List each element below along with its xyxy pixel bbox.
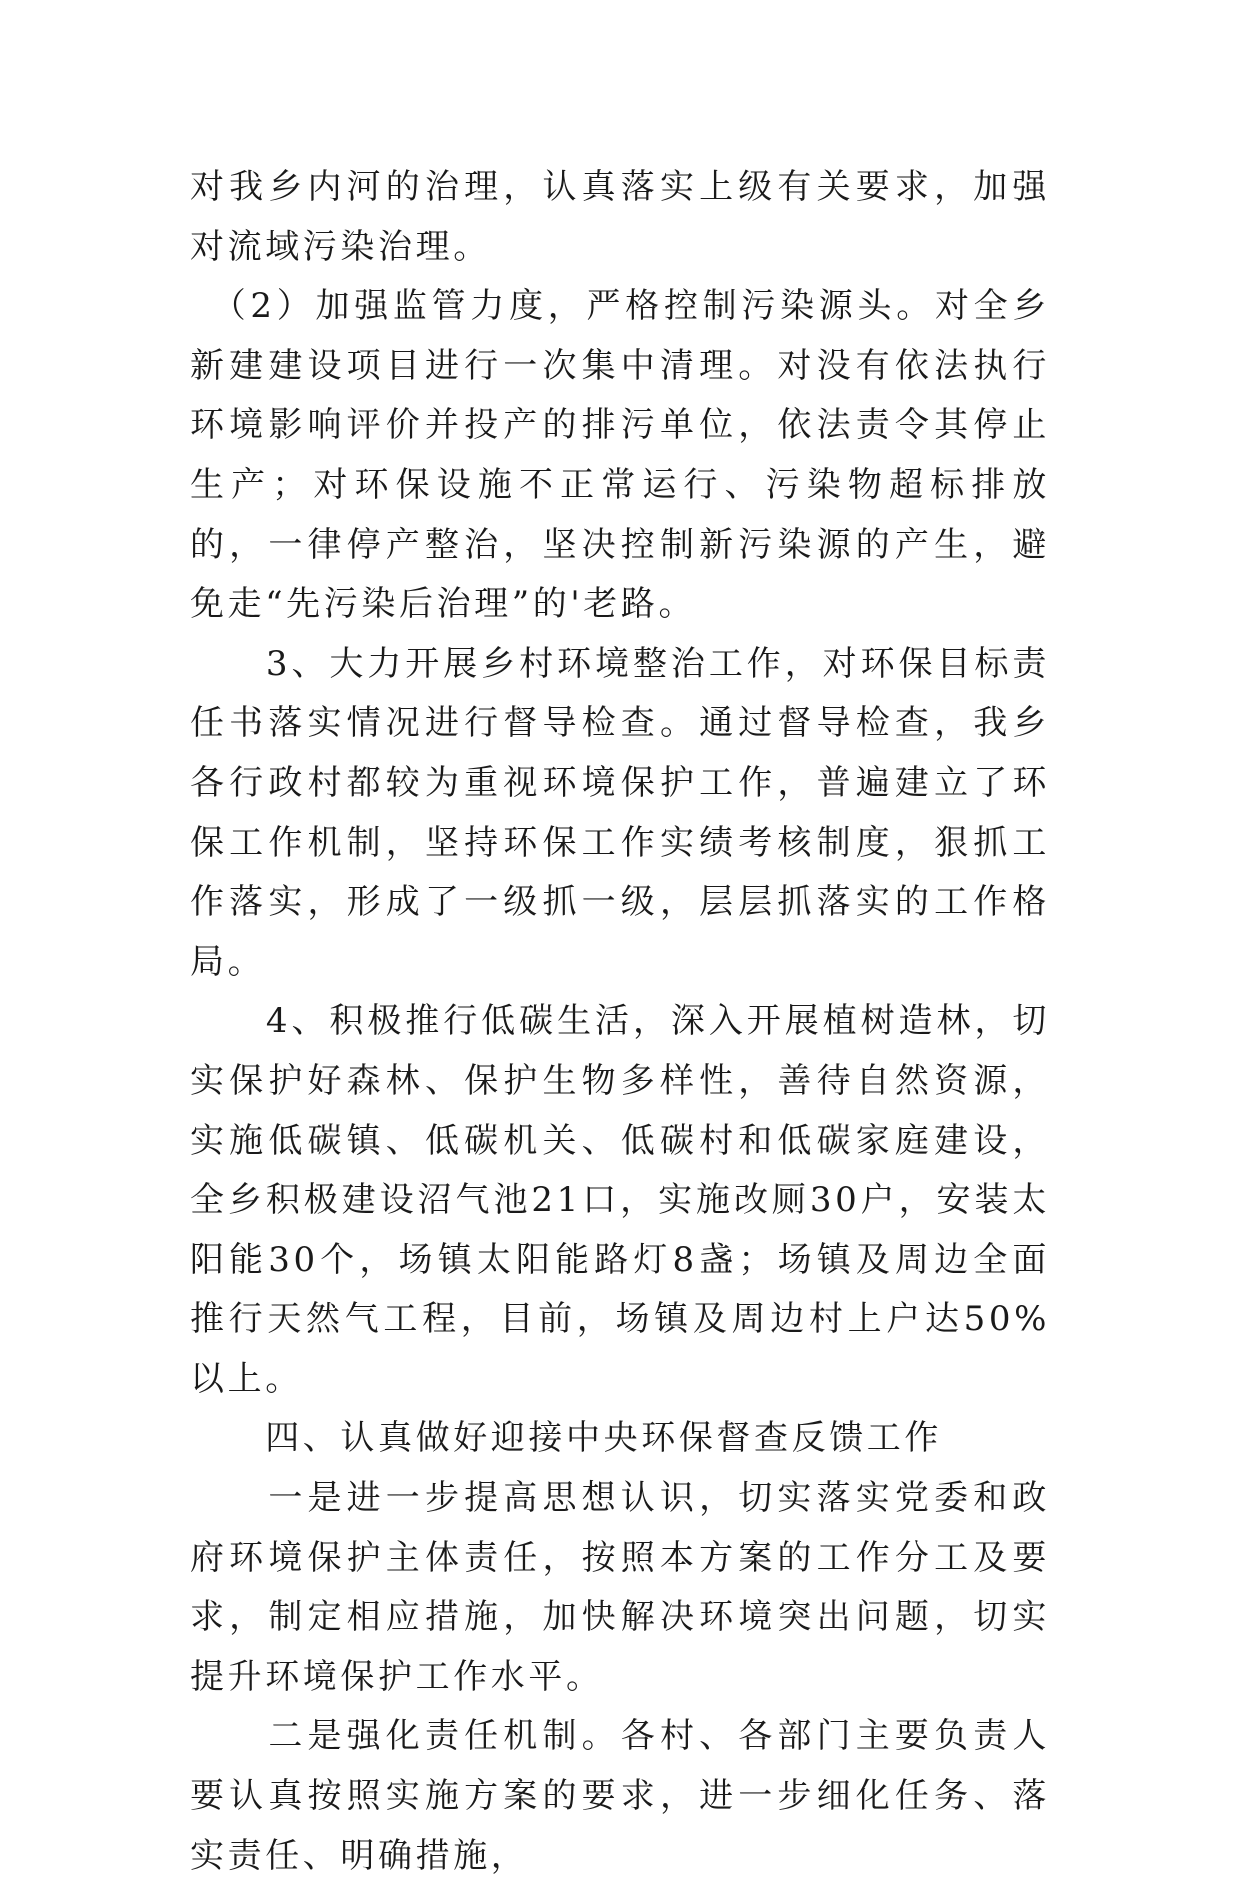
section-heading-central-inspection: 四、认真做好迎接中央环保督查反馈工作: [190, 1418, 942, 1459]
paragraph-river-governance: 对我乡内河的治理，认真落实上级有关要求，加强对流域污染治理。: [190, 167, 1050, 267]
paragraph-low-carbon: 4、积极推行低碳生活，深入开展植树造林，切实保护好森林、保护生物多样性，善待自然资源，实施低碳镇、低碳机关、低碳村和低碳家庭建设，全乡积极建设沼气池21口，实施改厕30户，安装太阳能30个，场镇太阳能路灯8盏；场镇及周边全面推行天然气工程，目前，场镇及周边村上户达50%以上。: [190, 1001, 1050, 1399]
paragraph-second-point: 二是强化责任机制。各村、各部门主要负责人要认真按照实施方案的要求，进一步细化任务、落实责任、明确措施，: [190, 1716, 1050, 1876]
paragraph-first-point: 一是进一步提高思想认识，切实落实党委和政府环境保护主体责任，按照本方案的工作分工及要求，制定相应措施，加快解决环境突出问题，切实提升环境保护工作水平。: [190, 1478, 1050, 1697]
paragraph-supervision: （2）加强监管力度，严格控制污染源头。对全乡新建建设项目进行一次集中清理。对没有依法执行环境影响评价并投产的排污单位，依法责令其停止生产；对环保设施不正常运行、污染物超标排放的，一律停产整治，坚决控制新污染源的产生，避免走“先污染后治理”的'老路。: [190, 286, 1050, 625]
document-body: [190, 158, 1050, 1886]
paragraph-rural-environment: 3、大力开展乡村环境整治工作，对环保目标责任书落实情况进行督导检查。通过督导检查，我乡各行政村都较为重视环境保护工作，普遍建立了环保工作机制，坚持环保工作实绩考核制度，狠抓工作落实，形成了一级抓一级，层层抓落实的工作格局。: [190, 643, 1050, 982]
